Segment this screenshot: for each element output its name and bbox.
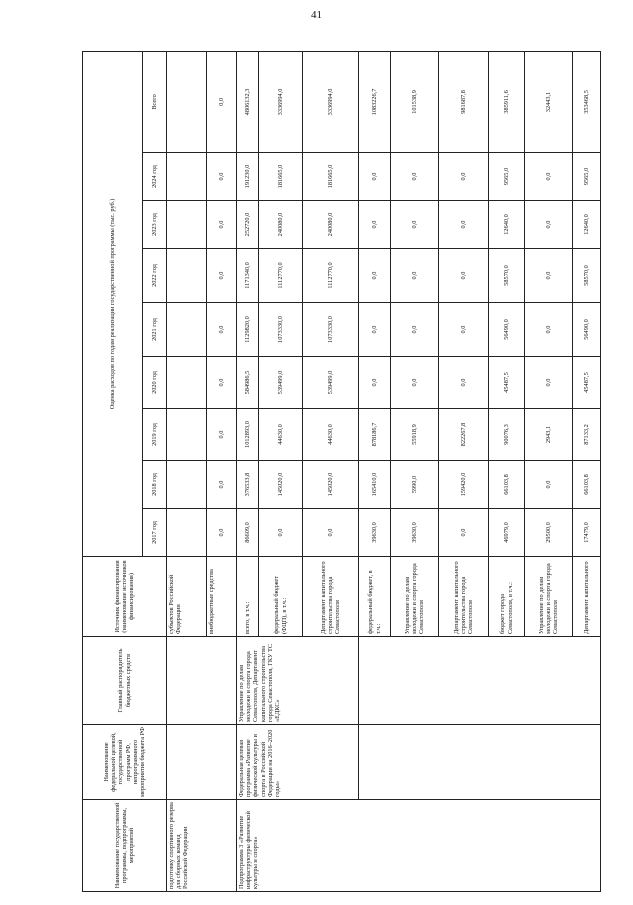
value-cell: 981687,8 <box>439 51 489 152</box>
header-estimate: Оценка расходов по годам реализации государственной программы (тыс. руб.) <box>83 51 143 556</box>
value-cell: 252720,0 <box>237 201 259 249</box>
value-cell: 0,0 <box>439 153 489 201</box>
value-cell: 0,0 <box>525 357 573 409</box>
value-cell: 0,0 <box>439 303 489 357</box>
value-cell: 353468,5 <box>573 51 601 152</box>
value-cell: 5990,0 <box>391 461 439 509</box>
source-cell: субъектов Российской Федерации <box>167 557 207 637</box>
value-cell: 1129820,0 <box>237 303 259 357</box>
value-cell: 90076,3 <box>489 409 525 461</box>
value-cell: 159420,0 <box>439 461 489 509</box>
value-cell: 58570,0 <box>573 249 601 303</box>
value-cell: 2943,1 <box>525 409 573 461</box>
value-cell: 0,0 <box>359 201 391 249</box>
value-cell: 0,0 <box>439 201 489 249</box>
value-cell: 0,0 <box>359 249 391 303</box>
value-cell: 145020,0 <box>303 461 359 509</box>
value-cell: 385911,6 <box>489 51 525 152</box>
value-cell: 0,0 <box>207 409 237 461</box>
source-cell: федеральный бюджет (ФЦП), в т.ч.: <box>259 557 303 637</box>
header-year: 2020 год <box>143 357 167 409</box>
program-cell: Подпрограмма 3 «Развитие инфраструктуры физической культуры и спорта» <box>237 800 601 892</box>
table-row <box>237 51 259 891</box>
source-cell: Департамент капитального строительства города Севастополя <box>439 557 489 637</box>
value-cell: 1083226,7 <box>359 51 391 152</box>
budget-table-rotated-frame <box>82 52 590 892</box>
value-cell: 376533,8 <box>237 461 259 509</box>
header-year: 2021 год <box>143 303 167 357</box>
header-program-name: Наименование государственной программы, подпрограммы, мероприятий <box>83 800 167 892</box>
value-cell <box>167 461 207 509</box>
source-cell: Управление по делам молодежи и спорта города Севастополя <box>525 557 573 637</box>
value-cell: 12640,0 <box>489 201 525 249</box>
value-cell: 45487,5 <box>573 357 601 409</box>
value-cell: 0,0 <box>359 303 391 357</box>
budget-table-rotator <box>82 52 590 892</box>
source-cell: федеральный бюджет, в т.ч.: <box>359 557 391 637</box>
value-cell: 66103,8 <box>489 461 525 509</box>
value-cell: 44630,0 <box>303 409 359 461</box>
page-number: 41 <box>311 9 322 21</box>
value-cell: 0,0 <box>525 303 573 357</box>
value-cell: 0,0 <box>391 357 439 409</box>
value-cell: 878186,7 <box>359 409 391 461</box>
header-year: 2019 год <box>143 409 167 461</box>
header-source: Источник финансирования (наименование источников финансирования) <box>83 557 167 637</box>
value-cell: 0,0 <box>207 249 237 303</box>
value-cell: 0,0 <box>439 357 489 409</box>
value-cell: 0,0 <box>207 509 237 557</box>
header-year: 2017 год <box>143 509 167 557</box>
value-cell: 86609,0 <box>237 509 259 557</box>
value-cell: 0,0 <box>359 153 391 201</box>
value-cell: 55918,9 <box>391 409 439 461</box>
value-cell: 1112770,0 <box>259 249 303 303</box>
value-cell: 9565,0 <box>489 153 525 201</box>
header-year: 2018 год <box>143 461 167 509</box>
value-cell: 165410,0 <box>359 461 391 509</box>
value-cell: 0,0 <box>391 153 439 201</box>
value-cell: 584986,5 <box>237 357 259 409</box>
value-cell: 0,0 <box>525 153 573 201</box>
value-cell: 39630,0 <box>359 509 391 557</box>
value-cell: 0,0 <box>391 249 439 303</box>
value-cell: 1073330,0 <box>303 303 359 357</box>
value-cell: 0,0 <box>525 461 573 509</box>
value-cell: 181665,0 <box>303 153 359 201</box>
value-cell: 1073330,0 <box>259 303 303 357</box>
table-row <box>359 51 391 891</box>
header-row <box>83 51 143 891</box>
value-cell: 9565,0 <box>573 153 601 201</box>
value-cell: 3336994,0 <box>259 51 303 152</box>
value-cell: 822267,8 <box>439 409 489 461</box>
value-cell: 4806132,3 <box>237 51 259 152</box>
value-cell: 0,0 <box>439 509 489 557</box>
value-cell: 0,0 <box>391 303 439 357</box>
value-cell: 0,0 <box>207 303 237 357</box>
value-cell: 0,0 <box>207 461 237 509</box>
value-cell <box>167 51 207 152</box>
budget-table <box>82 51 601 892</box>
value-cell: 17479,0 <box>573 509 601 557</box>
program-cell: подготовку спортивного резерва для сборных команд Российской Федерации <box>167 800 237 892</box>
federal-program-cell <box>167 725 237 800</box>
value-cell: 0,0 <box>259 509 303 557</box>
value-cell: 56490,0 <box>573 303 601 357</box>
value-cell: 1012893,0 <box>237 409 259 461</box>
value-cell: 32443,1 <box>525 51 573 152</box>
value-cell: 539499,0 <box>303 357 359 409</box>
header-year: 2022 год <box>143 249 167 303</box>
header-federal-program: Наименование федеральной целевой, государственной программ РФ, непрограммного мероприятия бюджета РФ <box>83 725 167 800</box>
value-cell: 0,0 <box>207 153 237 201</box>
source-cell: Департамент капитального <box>573 557 601 637</box>
value-cell: 0,0 <box>525 249 573 303</box>
source-cell: бюджет города Севастополя, в т.ч.: <box>489 557 525 637</box>
value-cell: 58570,0 <box>489 249 525 303</box>
source-cell: всего, в т.ч.: <box>237 557 259 637</box>
value-cell: 29500,0 <box>525 509 573 557</box>
value-cell: 240080,0 <box>303 201 359 249</box>
table-row <box>167 51 207 891</box>
value-cell: 12640,0 <box>573 201 601 249</box>
value-cell <box>167 509 207 557</box>
header-year: 2024 год <box>143 153 167 201</box>
value-cell <box>167 303 207 357</box>
value-cell: 539499,0 <box>259 357 303 409</box>
federal-program-cell: Федеральная целевая программа «Развитие физической культуры и спорта в Российской Федерации на 2016–2020 годы» <box>237 725 359 800</box>
value-cell: 181665,0 <box>259 153 303 201</box>
value-cell: 145020,0 <box>259 461 303 509</box>
manager-cell <box>167 637 237 725</box>
value-cell: 56490,0 <box>489 303 525 357</box>
value-cell: 39630,0 <box>391 509 439 557</box>
value-cell: 87133,2 <box>573 409 601 461</box>
manager-cell <box>359 637 601 725</box>
header-total: Всего <box>143 51 167 152</box>
value-cell: 45487,5 <box>489 357 525 409</box>
source-cell: Департамент капитального строительства города Севастополя <box>303 557 359 637</box>
value-cell <box>167 357 207 409</box>
value-cell: 101538,9 <box>391 51 439 152</box>
value-cell: 66103,8 <box>573 461 601 509</box>
value-cell <box>167 409 207 461</box>
value-cell: 0,0 <box>439 249 489 303</box>
value-cell <box>167 153 207 201</box>
source-cell: внебюджетные средства <box>207 557 237 637</box>
value-cell: 1171340,0 <box>237 249 259 303</box>
value-cell: 0,0 <box>207 201 237 249</box>
header-year: 2023 год <box>143 201 167 249</box>
value-cell: 0,0 <box>207 51 237 152</box>
value-cell: 0,0 <box>303 509 359 557</box>
manager-cell: Управление по делам молодежи и спорта города Севастополя, Департамент капитального строительства города Севастополя, ГКУ ТС «ЕДКС» <box>237 637 359 725</box>
value-cell: 240080,0 <box>259 201 303 249</box>
value-cell: 0,0 <box>359 357 391 409</box>
value-cell: 0,0 <box>207 357 237 409</box>
value-cell: 3336994,0 <box>303 51 359 152</box>
value-cell: 1112770,0 <box>303 249 359 303</box>
source-cell: Управление по делам молодежи и спорта города Севастополя <box>391 557 439 637</box>
federal-program-cell <box>359 725 601 800</box>
value-cell: 0,0 <box>391 201 439 249</box>
value-cell <box>167 249 207 303</box>
header-manager: Главный распорядитель бюджетных средств <box>83 637 167 725</box>
value-cell: 46979,0 <box>489 509 525 557</box>
value-cell: 0,0 <box>525 201 573 249</box>
value-cell: 191230,0 <box>237 153 259 201</box>
value-cell: 44630,0 <box>259 409 303 461</box>
value-cell <box>167 201 207 249</box>
